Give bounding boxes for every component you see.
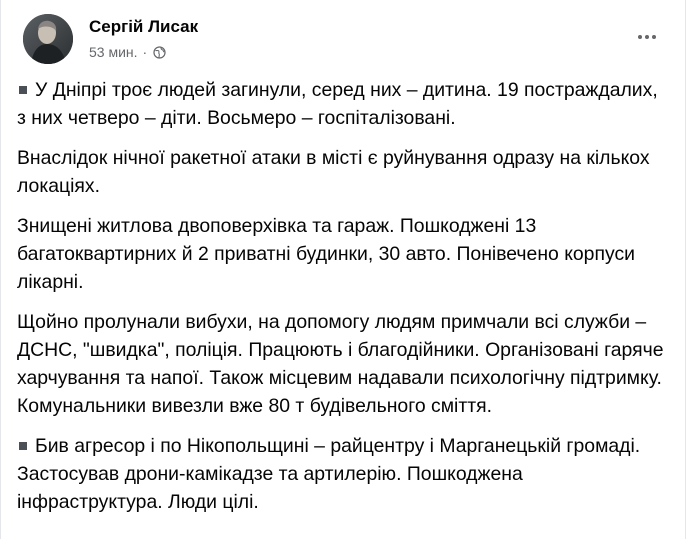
more-options-icon-dot (652, 35, 656, 39)
paragraph-text: У Дніпрі троє людей загинули, серед них – дитина. 19 постраждалих, з них четверо – діти. Восьмеро – госпіталізовані. (17, 79, 658, 129)
meta-separator: · (142, 44, 148, 60)
paragraph-text: Бив агресор і по Нікопольщині – райцентру і Марганецькій громаді. Застосував дрони-камікадзе та артилерію. Пошкоджена інфраструктура. Люди цілі. (17, 435, 641, 513)
paragraph-text: Щойно пролунали вибухи, на допомогу людям примчали всі служби – ДСНС, "швидка", поліція. Працюють і благодійники. Організовані гаряче харчування та напої. Також місцевим надавали психологічну підтримку. Комунальники вивезли вже 80 т будівельного сміття. (17, 311, 664, 417)
square-bullet-icon (19, 442, 27, 450)
more-options-button[interactable] (631, 24, 663, 50)
globe-icon[interactable] (153, 46, 166, 59)
post-paragraph (17, 308, 667, 420)
more-options-icon-dot (645, 35, 649, 39)
paragraph-text: Внаслідок нічної ракетної атаки в місті є руйнування одразу на кількох локаціях. (17, 147, 650, 197)
post-timestamp[interactable]: 53 мин. (89, 44, 138, 60)
post-paragraph (17, 76, 667, 132)
post-paragraph (17, 212, 667, 296)
post-meta (89, 44, 166, 60)
paragraph-text: Знищені житлова двоповерхівка та гараж. Пошкоджені 13 багатоквартирних й 2 приватні будинки, 30 авто. Понівечено корпуси лікарні. (17, 215, 635, 293)
avatar-photo (23, 14, 73, 64)
avatar[interactable] (23, 14, 73, 64)
more-options-icon (638, 35, 642, 39)
post-text (17, 76, 667, 528)
post-paragraph (17, 144, 667, 200)
post-header (17, 12, 669, 68)
author-name[interactable]: Сергій Лисак (89, 17, 199, 36)
post-paragraph (17, 432, 667, 516)
square-bullet-icon (19, 86, 27, 94)
